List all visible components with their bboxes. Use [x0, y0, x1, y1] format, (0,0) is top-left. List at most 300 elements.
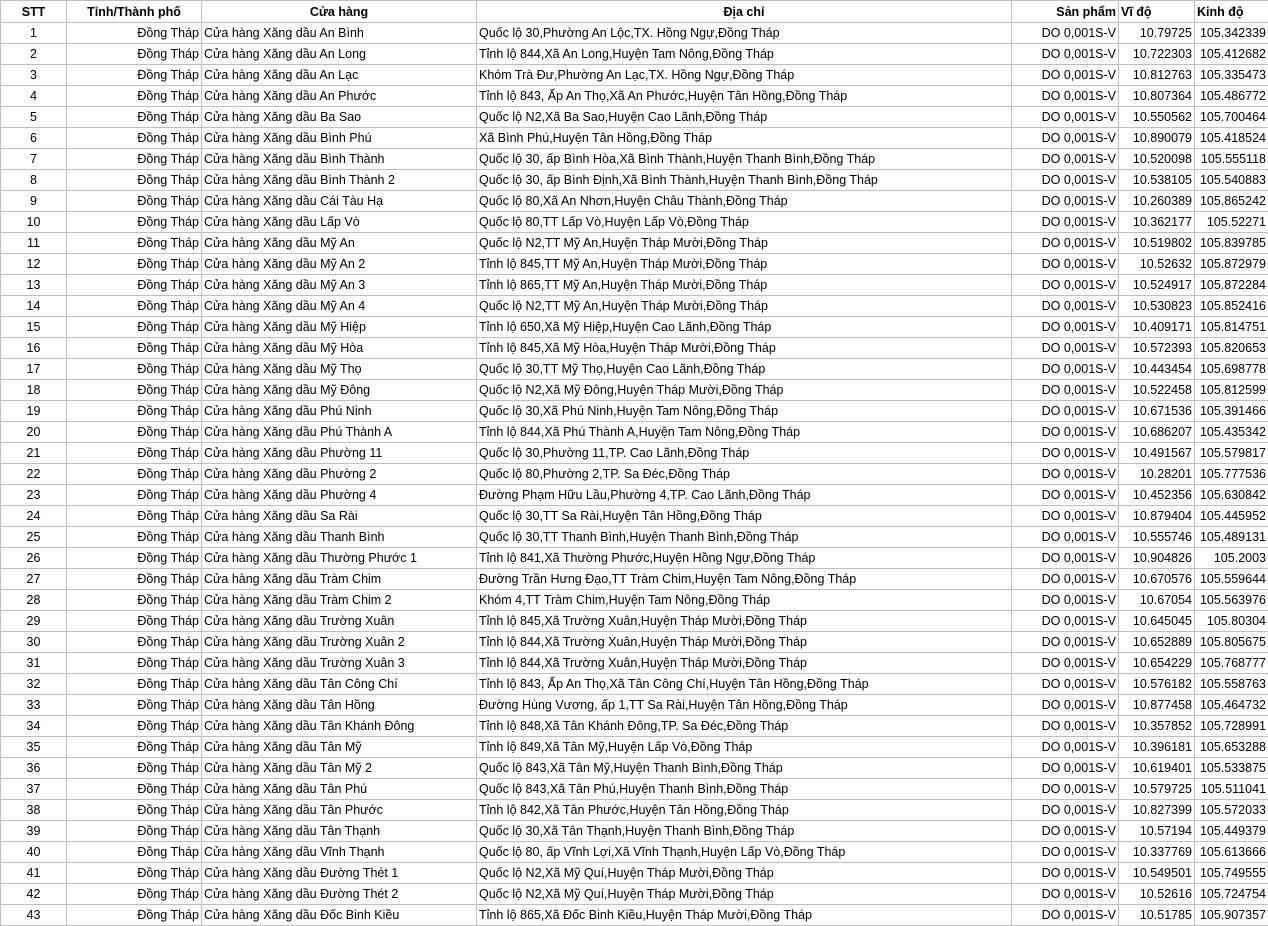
cell-longitude: 105.2003: [1195, 548, 1268, 569]
cell-latitude: 10.807364: [1119, 86, 1195, 107]
cell-store: Cửa hàng Xăng dầu Mỹ An: [202, 233, 477, 254]
cell-store: Cửa hàng Xăng dầu Trường Xuân: [202, 611, 477, 632]
cell-address: Tỉnh lộ 844,Xã Trường Xuân,Huyện Tháp Mười,Đồng Tháp: [477, 632, 1012, 653]
cell-address: Quốc lộ N2,TT Mỹ An,Huyện Tháp Mười,Đồng Tháp: [477, 296, 1012, 317]
table-body: [1, 23, 1268, 926]
table-row: [1, 23, 1268, 44]
cell-address: Quốc lộ 30, ấp Bình Hòa,Xã Bình Thành,Huyện Thanh Bình,Đồng Tháp: [477, 149, 1012, 170]
cell-product: DO 0,001S-V: [1012, 443, 1119, 464]
table-row: [1, 779, 1268, 800]
cell-store: Cửa hàng Xăng dầu Sa Rài: [202, 506, 477, 527]
cell-longitude: 105.533875: [1195, 758, 1268, 779]
cell-address: Quốc lộ N2,Xã Mỹ Quí,Huyện Tháp Mười,Đồng Tháp: [477, 863, 1012, 884]
cell-province: Đồng Tháp: [67, 422, 202, 443]
table-row: [1, 632, 1268, 653]
cell-province: Đồng Tháp: [67, 233, 202, 254]
table-row: [1, 674, 1268, 695]
cell-product: DO 0,001S-V: [1012, 506, 1119, 527]
cell-stt: 41: [1, 863, 67, 884]
table-row: [1, 464, 1268, 485]
cell-product: DO 0,001S-V: [1012, 44, 1119, 65]
cell-store: Cửa hàng Xăng dầu An Bình: [202, 23, 477, 44]
cell-store: Cửa hàng Xăng dầu Vĩnh Thạnh: [202, 842, 477, 863]
cell-stt: 11: [1, 233, 67, 254]
cell-store: Cửa hàng Xăng dầu Đốc Binh Kiều: [202, 905, 477, 926]
table-row: [1, 485, 1268, 506]
cell-product: DO 0,001S-V: [1012, 191, 1119, 212]
cell-store: Cửa hàng Xăng dầu Mỹ Hòa: [202, 338, 477, 359]
cell-latitude: 10.890079: [1119, 128, 1195, 149]
cell-stt: 15: [1, 317, 67, 338]
cell-latitude: 10.57194: [1119, 821, 1195, 842]
cell-longitude: 105.489131: [1195, 527, 1268, 548]
table-row: [1, 863, 1268, 884]
cell-store: Cửa hàng Xăng dầu Đường Thét 1: [202, 863, 477, 884]
cell-address: Tỉnh lộ 848,Xã Tân Khánh Đông,TP. Sa Đéc,Đồng Tháp: [477, 716, 1012, 737]
cell-product: DO 0,001S-V: [1012, 653, 1119, 674]
cell-address: Quốc lộ 30,Xã Phú Ninh,Huyện Tam Nông,Đồng Tháp: [477, 401, 1012, 422]
cell-latitude: 10.530823: [1119, 296, 1195, 317]
cell-store: Cửa hàng Xăng dầu Tân Mỹ 2: [202, 758, 477, 779]
cell-stt: 36: [1, 758, 67, 779]
cell-latitude: 10.812763: [1119, 65, 1195, 86]
cell-longitude: 105.579817: [1195, 443, 1268, 464]
cell-longitude: 105.80304: [1195, 611, 1268, 632]
header-latitude: Vĩ độ: [1119, 1, 1195, 23]
cell-province: Đồng Tháp: [67, 905, 202, 926]
table-row: [1, 842, 1268, 863]
table-row: [1, 590, 1268, 611]
cell-store: Cửa hàng Xăng dầu Tân Thạnh: [202, 821, 477, 842]
table-row: [1, 569, 1268, 590]
cell-longitude: 105.464732: [1195, 695, 1268, 716]
cell-stt: 10: [1, 212, 67, 233]
cell-address: Quốc lộ N2,Xã Mỹ Đông,Huyện Tháp Mười,Đồng Tháp: [477, 380, 1012, 401]
cell-store: Cửa hàng Xăng dầu Lấp Vò: [202, 212, 477, 233]
cell-product: DO 0,001S-V: [1012, 779, 1119, 800]
cell-latitude: 10.409171: [1119, 317, 1195, 338]
table-row: [1, 422, 1268, 443]
cell-province: Đồng Tháp: [67, 884, 202, 905]
cell-stt: 28: [1, 590, 67, 611]
cell-product: DO 0,001S-V: [1012, 296, 1119, 317]
cell-address: Quốc lộ 30,TT Sa Rài,Huyện Tân Hồng,Đồng Tháp: [477, 506, 1012, 527]
cell-latitude: 10.362177: [1119, 212, 1195, 233]
cell-longitude: 105.805675: [1195, 632, 1268, 653]
cell-latitude: 10.576182: [1119, 674, 1195, 695]
cell-product: DO 0,001S-V: [1012, 128, 1119, 149]
cell-store: Cửa hàng Xăng dầu An Phước: [202, 86, 477, 107]
cell-stt: 21: [1, 443, 67, 464]
cell-address: Quốc lộ 843,Xã Tân Mỹ,Huyện Thanh Bình,Đồng Tháp: [477, 758, 1012, 779]
cell-province: Đồng Tháp: [67, 191, 202, 212]
cell-province: Đồng Tháp: [67, 863, 202, 884]
cell-store: Cửa hàng Xăng dầu Phường 11: [202, 443, 477, 464]
cell-longitude: 105.486772: [1195, 86, 1268, 107]
cell-stt: 14: [1, 296, 67, 317]
table-row: [1, 212, 1268, 233]
cell-address: Tỉnh lộ 842,Xã Tân Phước,Huyện Tân Hồng,Đồng Tháp: [477, 800, 1012, 821]
cell-longitude: 105.563976: [1195, 590, 1268, 611]
cell-stt: 40: [1, 842, 67, 863]
cell-province: Đồng Tháp: [67, 44, 202, 65]
cell-longitude: 105.335473: [1195, 65, 1268, 86]
cell-store: Cửa hàng Xăng dầu Tràm Chim: [202, 569, 477, 590]
cell-store: Cửa hàng Xăng dầu Phường 2: [202, 464, 477, 485]
table-row: [1, 191, 1268, 212]
cell-latitude: 10.722303: [1119, 44, 1195, 65]
cell-store: Cửa hàng Xăng dầu Ba Sao: [202, 107, 477, 128]
cell-province: Đồng Tháp: [67, 590, 202, 611]
table-row: [1, 548, 1268, 569]
cell-stt: 37: [1, 779, 67, 800]
cell-latitude: 10.645045: [1119, 611, 1195, 632]
cell-latitude: 10.652889: [1119, 632, 1195, 653]
cell-address: Quốc lộ 30,TT Mỹ Thọ,Huyện Cao Lãnh,Đồng Tháp: [477, 359, 1012, 380]
cell-product: DO 0,001S-V: [1012, 359, 1119, 380]
cell-product: DO 0,001S-V: [1012, 464, 1119, 485]
cell-address: Tỉnh lộ 845,Xã Trường Xuân,Huyện Tháp Mười,Đồng Tháp: [477, 611, 1012, 632]
cell-product: DO 0,001S-V: [1012, 254, 1119, 275]
cell-province: Đồng Tháp: [67, 842, 202, 863]
cell-stt: 18: [1, 380, 67, 401]
cell-address: Xã Bình Phú,Huyện Tân Hồng,Đồng Tháp: [477, 128, 1012, 149]
cell-latitude: 10.654229: [1119, 653, 1195, 674]
cell-latitude: 10.524917: [1119, 275, 1195, 296]
cell-stt: 9: [1, 191, 67, 212]
cell-latitude: 10.555746: [1119, 527, 1195, 548]
cell-longitude: 105.559644: [1195, 569, 1268, 590]
cell-store: Cửa hàng Xăng dầu Mỹ An 3: [202, 275, 477, 296]
cell-latitude: 10.51785: [1119, 905, 1195, 926]
table-row: [1, 737, 1268, 758]
cell-stt: 22: [1, 464, 67, 485]
cell-product: DO 0,001S-V: [1012, 149, 1119, 170]
cell-store: Cửa hàng Xăng dầu Trường Xuân 2: [202, 632, 477, 653]
table-row: [1, 359, 1268, 380]
cell-latitude: 10.879404: [1119, 506, 1195, 527]
cell-longitude: 105.872979: [1195, 254, 1268, 275]
cell-latitude: 10.452356: [1119, 485, 1195, 506]
cell-longitude: 105.613666: [1195, 842, 1268, 863]
cell-product: DO 0,001S-V: [1012, 674, 1119, 695]
cell-longitude: 105.572033: [1195, 800, 1268, 821]
cell-latitude: 10.79725: [1119, 23, 1195, 44]
cell-address: Tỉnh lộ 841,Xã Thường Phước,Huyện Hồng Ngự,Đồng Tháp: [477, 548, 1012, 569]
header-row: [1, 1, 1268, 23]
cell-product: DO 0,001S-V: [1012, 380, 1119, 401]
cell-longitude: 105.449379: [1195, 821, 1268, 842]
cell-province: Đồng Tháp: [67, 779, 202, 800]
cell-address: Quốc lộ N2,Xã Ba Sao,Huyện Cao Lãnh,Đồng Tháp: [477, 107, 1012, 128]
cell-province: Đồng Tháp: [67, 275, 202, 296]
cell-latitude: 10.491567: [1119, 443, 1195, 464]
cell-stt: 17: [1, 359, 67, 380]
cell-product: DO 0,001S-V: [1012, 695, 1119, 716]
cell-store: Cửa hàng Xăng dầu Mỹ Hiệp: [202, 317, 477, 338]
cell-longitude: 105.768777: [1195, 653, 1268, 674]
cell-address: Tỉnh lộ 844,Xã Phú Thành A,Huyện Tam Nông,Đồng Tháp: [477, 422, 1012, 443]
table-row: [1, 254, 1268, 275]
cell-address: Quốc lộ 80,Phường 2,TP. Sa Đéc,Đồng Tháp: [477, 464, 1012, 485]
cell-latitude: 10.827399: [1119, 800, 1195, 821]
cell-province: Đồng Tháp: [67, 506, 202, 527]
cell-province: Đồng Tháp: [67, 401, 202, 422]
cell-longitude: 105.391466: [1195, 401, 1268, 422]
table-row: [1, 233, 1268, 254]
cell-province: Đồng Tháp: [67, 800, 202, 821]
table-row: [1, 86, 1268, 107]
cell-address: Tỉnh lộ 865,TT Mỹ An,Huyện Tháp Mười,Đồng Tháp: [477, 275, 1012, 296]
cell-stt: 42: [1, 884, 67, 905]
cell-latitude: 10.67054: [1119, 590, 1195, 611]
cell-address: Quốc lộ 843,Xã Tân Phú,Huyện Thanh Bình,Đồng Tháp: [477, 779, 1012, 800]
cell-longitude: 105.812599: [1195, 380, 1268, 401]
cell-store: Cửa hàng Xăng dầu Tân Phước: [202, 800, 477, 821]
cell-store: Cửa hàng Xăng dầu Phú Thành A: [202, 422, 477, 443]
table-row: [1, 107, 1268, 128]
cell-store: Cửa hàng Xăng dầu Thanh Bình: [202, 527, 477, 548]
cell-product: DO 0,001S-V: [1012, 338, 1119, 359]
cell-longitude: 105.630842: [1195, 485, 1268, 506]
cell-longitude: 105.820653: [1195, 338, 1268, 359]
cell-stt: 39: [1, 821, 67, 842]
cell-province: Đồng Tháp: [67, 758, 202, 779]
table-row: [1, 44, 1268, 65]
cell-stt: 35: [1, 737, 67, 758]
cell-stt: 26: [1, 548, 67, 569]
cell-product: DO 0,001S-V: [1012, 275, 1119, 296]
table-row: [1, 905, 1268, 926]
cell-store: Cửa hàng Xăng dầu An Lạc: [202, 65, 477, 86]
cell-product: DO 0,001S-V: [1012, 170, 1119, 191]
cell-latitude: 10.904826: [1119, 548, 1195, 569]
cell-province: Đồng Tháp: [67, 107, 202, 128]
cell-address: Tỉnh lộ 849,Xã Tân Mỹ,Huyện Lấp Vò,Đồng Tháp: [477, 737, 1012, 758]
cell-province: Đồng Tháp: [67, 86, 202, 107]
cell-address: Tỉnh lộ 865,Xã Đốc Binh Kiều,Huyện Tháp Mười,Đồng Tháp: [477, 905, 1012, 926]
cell-latitude: 10.522458: [1119, 380, 1195, 401]
cell-province: Đồng Tháp: [67, 611, 202, 632]
cell-stt: 33: [1, 695, 67, 716]
table-row: [1, 317, 1268, 338]
cell-store: Cửa hàng Xăng dầu Tân Hồng: [202, 695, 477, 716]
cell-product: DO 0,001S-V: [1012, 548, 1119, 569]
cell-product: DO 0,001S-V: [1012, 758, 1119, 779]
cell-product: DO 0,001S-V: [1012, 23, 1119, 44]
cell-product: DO 0,001S-V: [1012, 485, 1119, 506]
cell-stt: 13: [1, 275, 67, 296]
cell-store: Cửa hàng Xăng dầu Cái Tàu Hạ: [202, 191, 477, 212]
cell-product: DO 0,001S-V: [1012, 569, 1119, 590]
table-row: [1, 800, 1268, 821]
cell-stt: 30: [1, 632, 67, 653]
cell-longitude: 105.907357: [1195, 905, 1268, 926]
cell-product: DO 0,001S-V: [1012, 212, 1119, 233]
cell-address: Đường Trần Hưng Đạo,TT Tràm Chim,Huyện Tam Nông,Đồng Tháp: [477, 569, 1012, 590]
cell-latitude: 10.443454: [1119, 359, 1195, 380]
cell-province: Đồng Tháp: [67, 569, 202, 590]
cell-stt: 38: [1, 800, 67, 821]
header-longitude: Kinh độ: [1195, 1, 1268, 23]
cell-product: DO 0,001S-V: [1012, 800, 1119, 821]
cell-stt: 19: [1, 401, 67, 422]
cell-longitude: 105.777536: [1195, 464, 1268, 485]
cell-address: Tỉnh lộ 844,Xã An Long,Huyện Tam Nông,Đồng Tháp: [477, 44, 1012, 65]
cell-longitude: 105.865242: [1195, 191, 1268, 212]
cell-address: Tỉnh lộ 843, Ấp An Thọ,Xã An Phước,Huyện Tân Hồng,Đồng Tháp: [477, 86, 1012, 107]
cell-longitude: 105.555118: [1195, 149, 1268, 170]
cell-address: Quốc lộ 80,TT Lấp Vò,Huyện Lấp Vò,Đồng Tháp: [477, 212, 1012, 233]
cell-latitude: 10.28201: [1119, 464, 1195, 485]
cell-address: Quốc lộ 80, ấp Vĩnh Lợi,Xã Vĩnh Thạnh,Huyện Lấp Vò,Đồng Tháp: [477, 842, 1012, 863]
cell-longitude: 105.342339: [1195, 23, 1268, 44]
cell-province: Đồng Tháp: [67, 653, 202, 674]
cell-address: Quốc lộ 80,Xã An Nhơn,Huyện Châu Thành,Đồng Tháp: [477, 191, 1012, 212]
cell-product: DO 0,001S-V: [1012, 842, 1119, 863]
cell-product: DO 0,001S-V: [1012, 632, 1119, 653]
cell-stt: 7: [1, 149, 67, 170]
cell-latitude: 10.337769: [1119, 842, 1195, 863]
cell-longitude: 105.814751: [1195, 317, 1268, 338]
cell-latitude: 10.550562: [1119, 107, 1195, 128]
table-row: [1, 170, 1268, 191]
cell-province: Đồng Tháp: [67, 212, 202, 233]
table-row: [1, 527, 1268, 548]
cell-longitude: 105.52271: [1195, 212, 1268, 233]
cell-latitude: 10.877458: [1119, 695, 1195, 716]
cell-product: DO 0,001S-V: [1012, 107, 1119, 128]
cell-product: DO 0,001S-V: [1012, 716, 1119, 737]
table-row: [1, 128, 1268, 149]
cell-product: DO 0,001S-V: [1012, 863, 1119, 884]
cell-province: Đồng Tháp: [67, 485, 202, 506]
cell-stt: 27: [1, 569, 67, 590]
cell-stt: 4: [1, 86, 67, 107]
cell-product: DO 0,001S-V: [1012, 884, 1119, 905]
cell-stt: 29: [1, 611, 67, 632]
cell-province: Đồng Tháp: [67, 296, 202, 317]
cell-product: DO 0,001S-V: [1012, 737, 1119, 758]
cell-province: Đồng Tháp: [67, 737, 202, 758]
cell-address: Đường Phạm Hữu Lầu,Phường 4,TP. Cao Lãnh,Đồng Tháp: [477, 485, 1012, 506]
cell-address: Tỉnh lộ 844,Xã Trường Xuân,Huyện Tháp Mười,Đồng Tháp: [477, 653, 1012, 674]
cell-store: Cửa hàng Xăng dầu Tân Phú: [202, 779, 477, 800]
cell-latitude: 10.396181: [1119, 737, 1195, 758]
table-row: [1, 758, 1268, 779]
table-row: [1, 401, 1268, 422]
cell-product: DO 0,001S-V: [1012, 422, 1119, 443]
cell-store: Cửa hàng Xăng dầu Mỹ An 4: [202, 296, 477, 317]
cell-store: Cửa hàng Xăng dầu Tân Khánh Đông: [202, 716, 477, 737]
cell-province: Đồng Tháp: [67, 443, 202, 464]
cell-province: Đồng Tháp: [67, 338, 202, 359]
cell-stt: 31: [1, 653, 67, 674]
cell-address: Tỉnh lộ 843, Ấp An Thọ,Xã Tân Công Chí,Huyện Tân Hồng,Đồng Tháp: [477, 674, 1012, 695]
cell-latitude: 10.538105: [1119, 170, 1195, 191]
cell-latitude: 10.52616: [1119, 884, 1195, 905]
cell-address: Quốc lộ 30,Phường 11,TP. Cao Lãnh,Đồng Tháp: [477, 443, 1012, 464]
header-store: Cửa hàng: [202, 1, 477, 23]
table-row: [1, 506, 1268, 527]
cell-stt: 2: [1, 44, 67, 65]
cell-latitude: 10.519802: [1119, 233, 1195, 254]
cell-province: Đồng Tháp: [67, 695, 202, 716]
cell-address: Quốc lộ N2,Xã Mỹ Quí,Huyện Tháp Mười,Đồng Tháp: [477, 884, 1012, 905]
cell-store: Cửa hàng Xăng dầu An Long: [202, 44, 477, 65]
cell-province: Đồng Tháp: [67, 23, 202, 44]
cell-province: Đồng Tháp: [67, 254, 202, 275]
cell-address: Tỉnh lộ 650,Xã Mỹ Hiệp,Huyện Cao Lãnh,Đồng Tháp: [477, 317, 1012, 338]
cell-stt: 5: [1, 107, 67, 128]
cell-longitude: 105.435342: [1195, 422, 1268, 443]
cell-province: Đồng Tháp: [67, 65, 202, 86]
cell-stt: 24: [1, 506, 67, 527]
cell-province: Đồng Tháp: [67, 716, 202, 737]
cell-stt: 25: [1, 527, 67, 548]
cell-longitude: 105.728991: [1195, 716, 1268, 737]
cell-longitude: 105.852416: [1195, 296, 1268, 317]
cell-latitude: 10.670576: [1119, 569, 1195, 590]
cell-stt: 12: [1, 254, 67, 275]
cell-address: Quốc lộ 30, ấp Bình Định,Xã Bình Thành,Huyện Thanh Bình,Đồng Tháp: [477, 170, 1012, 191]
cell-address: Khóm 4,TT Tràm Chim,Huyện Tam Nông,Đồng Tháp: [477, 590, 1012, 611]
cell-store: Cửa hàng Xăng dầu Đường Thét 2: [202, 884, 477, 905]
cell-product: DO 0,001S-V: [1012, 590, 1119, 611]
cell-store: Cửa hàng Xăng dầu Phường 4: [202, 485, 477, 506]
cell-province: Đồng Tháp: [67, 317, 202, 338]
cell-latitude: 10.357852: [1119, 716, 1195, 737]
cell-latitude: 10.579725: [1119, 779, 1195, 800]
cell-latitude: 10.549501: [1119, 863, 1195, 884]
cell-province: Đồng Tháp: [67, 149, 202, 170]
table-row: [1, 716, 1268, 737]
table-row: [1, 149, 1268, 170]
cell-longitude: 105.418524: [1195, 128, 1268, 149]
cell-province: Đồng Tháp: [67, 128, 202, 149]
cell-address: Tỉnh lộ 845,TT Mỹ An,Huyện Tháp Mười,Đồng Tháp: [477, 254, 1012, 275]
table-row: [1, 380, 1268, 401]
cell-product: DO 0,001S-V: [1012, 86, 1119, 107]
cell-product: DO 0,001S-V: [1012, 65, 1119, 86]
cell-longitude: 105.839785: [1195, 233, 1268, 254]
cell-store: Cửa hàng Xăng dầu Thường Phước 1: [202, 548, 477, 569]
cell-store: Cửa hàng Xăng dầu Tân Mỹ: [202, 737, 477, 758]
cell-latitude: 10.671536: [1119, 401, 1195, 422]
table-row: [1, 338, 1268, 359]
header-stt: STT: [1, 1, 67, 23]
table-row: [1, 653, 1268, 674]
cell-longitude: 105.700464: [1195, 107, 1268, 128]
cell-stt: 1: [1, 23, 67, 44]
cell-store: Cửa hàng Xăng dầu Tràm Chim 2: [202, 590, 477, 611]
cell-latitude: 10.619401: [1119, 758, 1195, 779]
cell-longitude: 105.749555: [1195, 863, 1268, 884]
cell-address: Tỉnh lộ 845,Xã Mỹ Hòa,Huyện Tháp Mười,Đồng Tháp: [477, 338, 1012, 359]
cell-store: Cửa hàng Xăng dầu Phú Ninh: [202, 401, 477, 422]
cell-store: Cửa hàng Xăng dầu Mỹ Đông: [202, 380, 477, 401]
cell-address: Quốc lộ 30,Xã Tân Thạnh,Huyện Thanh Bình,Đồng Tháp: [477, 821, 1012, 842]
cell-province: Đồng Tháp: [67, 821, 202, 842]
cell-store: Cửa hàng Xăng dầu Mỹ An 2: [202, 254, 477, 275]
cell-stt: 23: [1, 485, 67, 506]
cell-store: Cửa hàng Xăng dầu Tân Công Chí: [202, 674, 477, 695]
cell-province: Đồng Tháp: [67, 464, 202, 485]
cell-store: Cửa hàng Xăng dầu Mỹ Thọ: [202, 359, 477, 380]
cell-longitude: 105.511041: [1195, 779, 1268, 800]
cell-store: Cửa hàng Xăng dầu Bình Phú: [202, 128, 477, 149]
cell-latitude: 10.686207: [1119, 422, 1195, 443]
